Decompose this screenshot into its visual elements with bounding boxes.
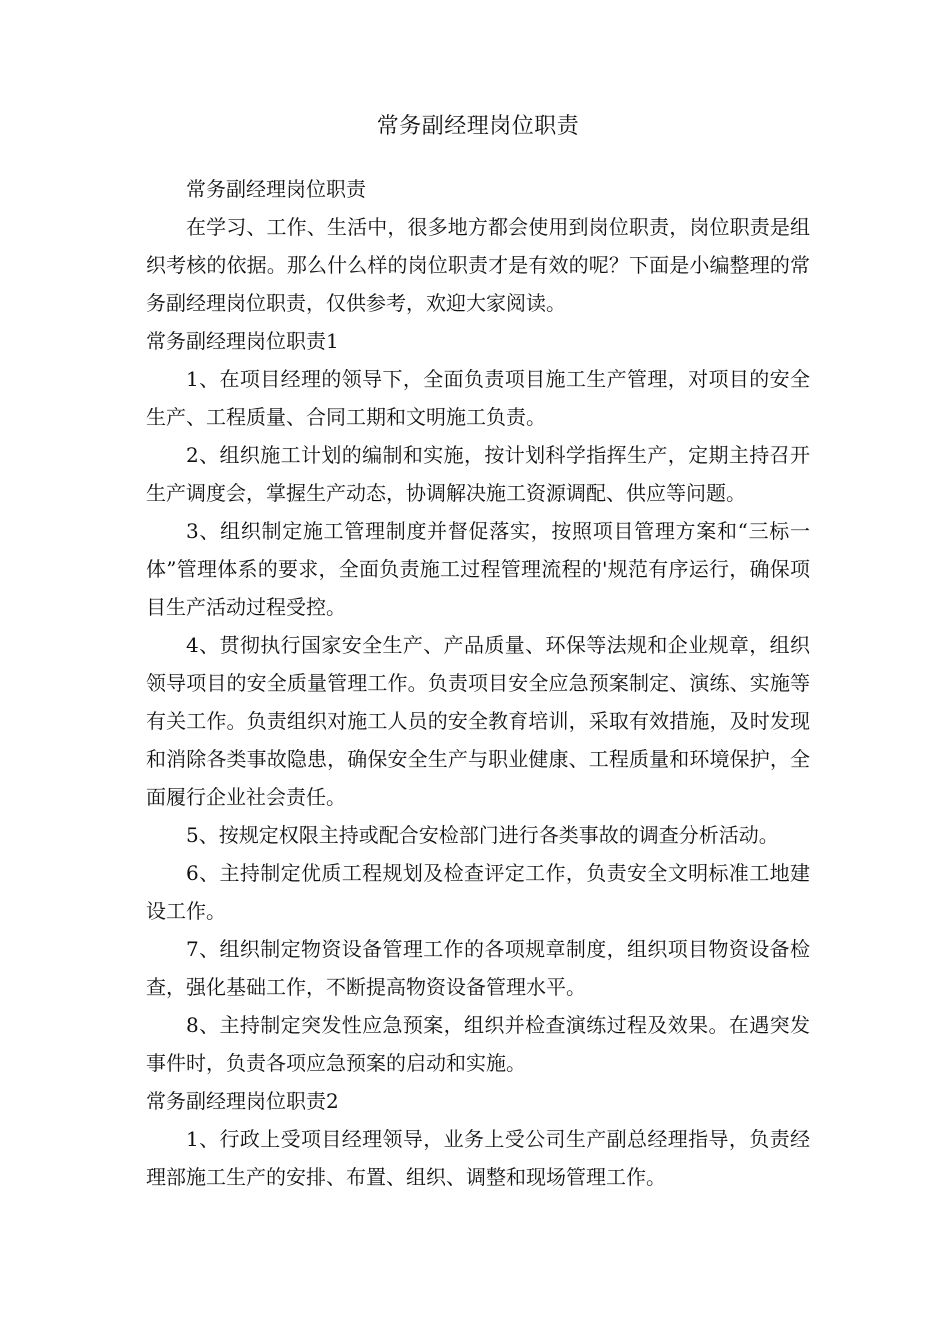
section1-item-3: 3、组织制定施工管理制度并督促落实，按照项目管理方案和“三标一体”管理体系的要求，全面负责施工过程管理流程的'规范有序运行，确保项目生产活动过程受控。 — [146, 519, 810, 619]
section1-item-7: 7、组织制定物资设备管理工作的各项规章制度，组织项目物资设备检查，强化基础工作，不断提高物资设备管理水平。 — [146, 937, 810, 999]
document-title: 常务副经理岗位职责 — [376, 114, 580, 139]
section1-item-2: 2、组织施工计划的编制和实施，按计划科学指挥生产，定期主持召开生产调度会，掌握生产动态，协调解决施工资源调配、供应等问题。 — [146, 443, 810, 505]
section1-item-1: 1、在项目经理的领导下，全面负责项目施工生产管理，对项目的安全生产、工程质量、合同工期和文明施工负责。 — [146, 367, 810, 429]
section2-item-1: 1、行政上受项目经理领导，业务上受公司生产副总经理指导，负责经理部施工生产的安排、布置、组织、调整和现场管理工作。 — [146, 1127, 810, 1189]
section-heading-1: 常务副经理岗位职责1 — [146, 329, 339, 353]
section-heading-2: 常务副经理岗位职责2 — [146, 1089, 339, 1113]
section1-item-5: 5、按规定权限主持或配合安检部门进行各类事故的调查分析活动。 — [186, 823, 779, 847]
document-body — [146, 170, 810, 1196]
section1-item-4: 4、贯彻执行国家安全生产、产品质量、环保等法规和企业规章，组织领导项目的安全质量管理工作。负责项目安全应急预案制定、演练、实施等有关工作。负责组织对施工人员的安全教育培训，采取有效措施，及时发现和消除各类事故隐患，确保安全生产与职业健康、工程质量和环境保护，全面履行企业社会责任。 — [146, 633, 810, 809]
section1-item-8: 8、主持制定突发性应急预案，组织并检查演练过程及效果。在遇突发事件时，负责各项应急预案的启动和实施。 — [146, 1013, 810, 1075]
section1-item-6: 6、主持制定优质工程规划及检查评定工作，负责安全文明标准工地建设工作。 — [146, 861, 810, 923]
intro-paragraph: 在学习、工作、生活中，很多地方都会使用到岗位职责，岗位职责是组织考核的依据。那么什么样的岗位职责才是有效的呢？下面是小编整理的常务副经理岗位职责，仅供参考，欢迎大家阅读。 — [146, 215, 810, 315]
document-page — [146, 0, 810, 1344]
intro-heading: 常务副经理岗位职责 — [186, 177, 366, 201]
